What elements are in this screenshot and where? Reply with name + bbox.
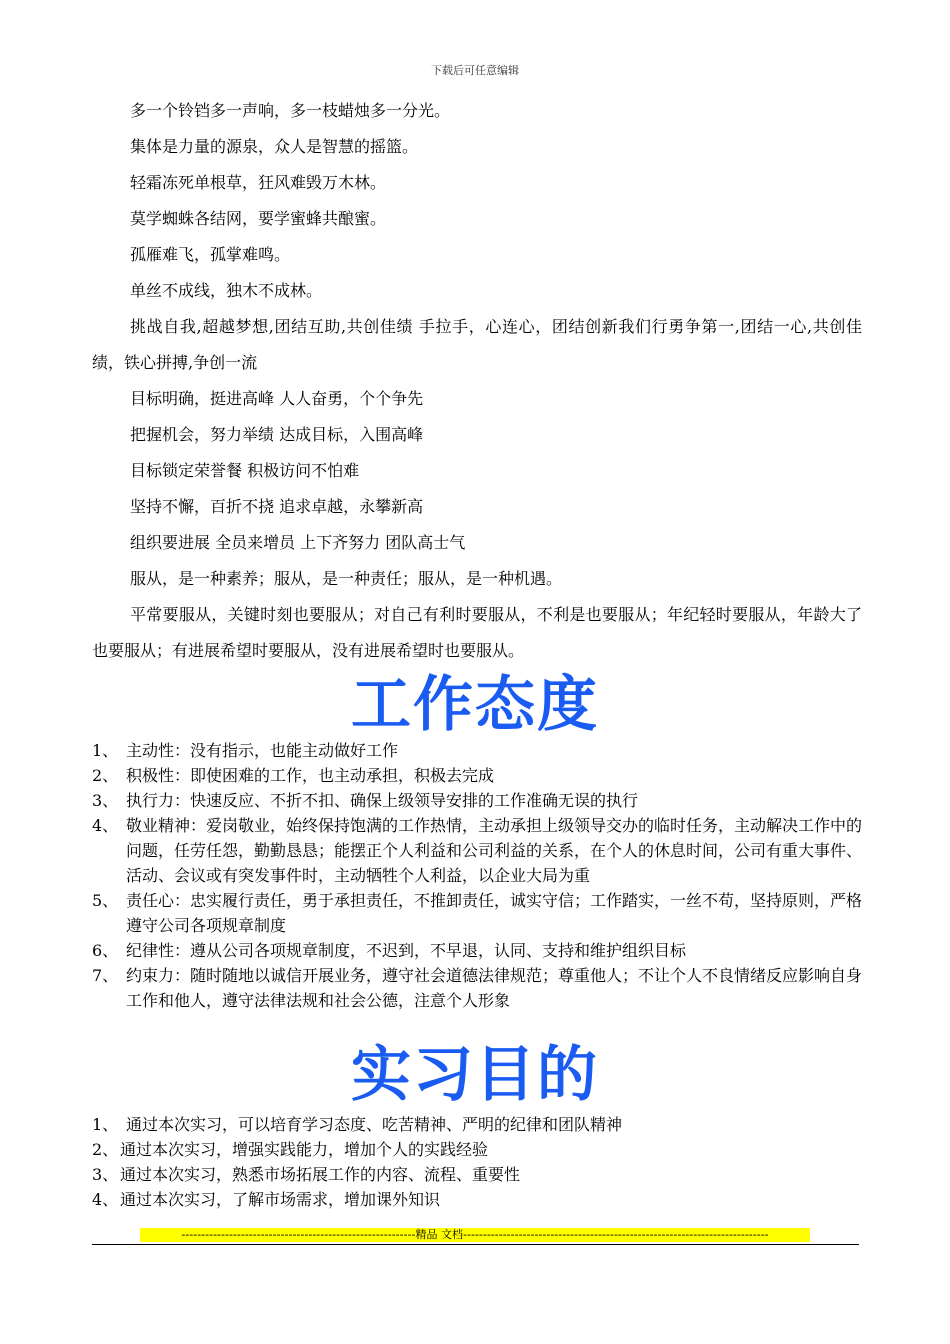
list-item-number: 3、 (92, 791, 119, 810)
list-item-text: 主动性：没有指示，也能主动做好工作 (126, 741, 399, 760)
list-item (92, 738, 872, 763)
list-item-number: 6、 (92, 941, 119, 960)
paragraph: 目标明确，挺进高峰 人人奋勇，个个争先 (130, 389, 424, 408)
paragraph: 把握机会，努力举绩 达成目标，入围高峰 (130, 425, 424, 444)
paragraph: 孤雁难飞，孤掌难鸣。 (130, 245, 291, 264)
list-item-number: 1、 (92, 1115, 119, 1134)
paragraph: 挑战自我,超越梦想,团结互助,共创佳绩 手拉手，心连心，团结创新我们行勇争第一,团结一心,共创佳绩，铁心拼搏,争创一流 (92, 317, 862, 372)
list-item-text: 责任心：忠实履行责任，勇于承担责任，不推卸责任，诚实守信；工作踏实，一丝不苟，坚持原则，严格遵守公司各项规章制度 (126, 891, 863, 935)
list-item-number: 4、 (92, 816, 119, 835)
paragraph: 目标锁定荣誉餐 积极访问不怕难 (130, 461, 360, 480)
list-item (92, 1112, 872, 1137)
list-item (92, 1187, 872, 1212)
list-item-number: 7、 (92, 966, 119, 985)
section-title-internship-purpose: 实习目的 (351, 1040, 599, 1110)
paragraph: 平常要服从，关键时刻也要服从；对自己有利时要服从，不利是也要服从；年纪轻时要服从，年龄大了也要服从；有进展希望时要服从，没有进展希望时也要服从。 (92, 605, 862, 660)
list-item-number: 3、 (92, 1165, 119, 1184)
page-header-note: 下载后可任意编辑 (431, 64, 519, 77)
list-item (92, 1162, 872, 1187)
list-item-text: 约束力：随时随地以诚信开展业务，遵守社会道德法律规范；尊重他人；不让个人不良情绪反应影响自身工作和他人，遵守法律法规和社会公德，注意个人形象 (126, 966, 863, 1010)
list-item-text: 敬业精神：爱岗敬业，始终保持饱满的工作热情，主动承担上级领导交办的临时任务，主动解决工作中的问题，任劳任怨，勤勤恳恳；能摆正个人利益和公司利益的关系，在个人的休息时间，公司有重大事件、活动、会议或有突发事件时，主动牺牲个人利益，以企业大局为重 (126, 816, 863, 885)
slogan-section (92, 93, 862, 669)
paragraph: 多一个铃铛多一声响，多一枝蜡烛多一分光。 (130, 101, 451, 120)
paragraph: 坚持不懈，百折不挠 追求卓越，永攀新高 (130, 497, 424, 516)
list-item-number: 5、 (92, 891, 119, 910)
list-item-text: 通过本次实习，了解市场需求，增加课外知识 (120, 1190, 441, 1209)
paragraph: 轻霜冻死单根草，狂风难毁万木林。 (130, 173, 387, 192)
paragraph: 组织要进展 全员来增员 上下齐努力 团队高士气 (130, 533, 466, 552)
list-item (92, 888, 872, 938)
list-item-number: 4、 (92, 1190, 119, 1209)
list-item (92, 1137, 872, 1162)
list-item-text: 执行力：快速反应、不折不扣、确保上级领导安排的工作准确无误的执行 (126, 791, 639, 810)
list-item-text: 通过本次实习，增强实践能力，增加个人的实践经验 (120, 1140, 489, 1159)
work-attitude-list (92, 738, 872, 1013)
list-item-text: 积极性：即使困难的工作，也主动承担，积极去完成 (126, 766, 495, 785)
section-title-work-attitude: 工作态度 (351, 670, 599, 740)
footer-watermark-band: -----------------------------------------------------------精品 文档----------------------------------------------------------------------------- (140, 1228, 810, 1242)
list-item (92, 813, 872, 888)
list-item-text: 通过本次实习，熟悉市场拓展工作的内容、流程、重要性 (120, 1165, 521, 1184)
paragraph: 集体是力量的源泉，众人是智慧的摇篮。 (130, 137, 419, 156)
list-item-text: 纪律性：遵从公司各项规章制度，不迟到，不早退，认同、支持和维护组织目标 (126, 941, 687, 960)
paragraph: 服从，是一种素养；服从，是一种责任；服从，是一种机遇。 (130, 569, 563, 588)
list-item (92, 938, 872, 963)
list-item (92, 963, 872, 1013)
list-item-number: 1、 (92, 741, 119, 760)
list-item (92, 788, 872, 813)
internship-purpose-list (92, 1112, 872, 1212)
list-item-number: 2、 (92, 766, 119, 785)
paragraph: 单丝不成线，独木不成林。 (130, 281, 323, 300)
list-item-number: 2、 (92, 1140, 119, 1159)
footer-divider (92, 1244, 859, 1245)
list-item-text: 通过本次实习，可以培育学习态度、吃苦精神、严明的纪律和团队精神 (126, 1115, 623, 1134)
list-item (92, 763, 872, 788)
paragraph: 莫学蜘蛛各结网，要学蜜蜂共酿蜜。 (130, 209, 387, 228)
